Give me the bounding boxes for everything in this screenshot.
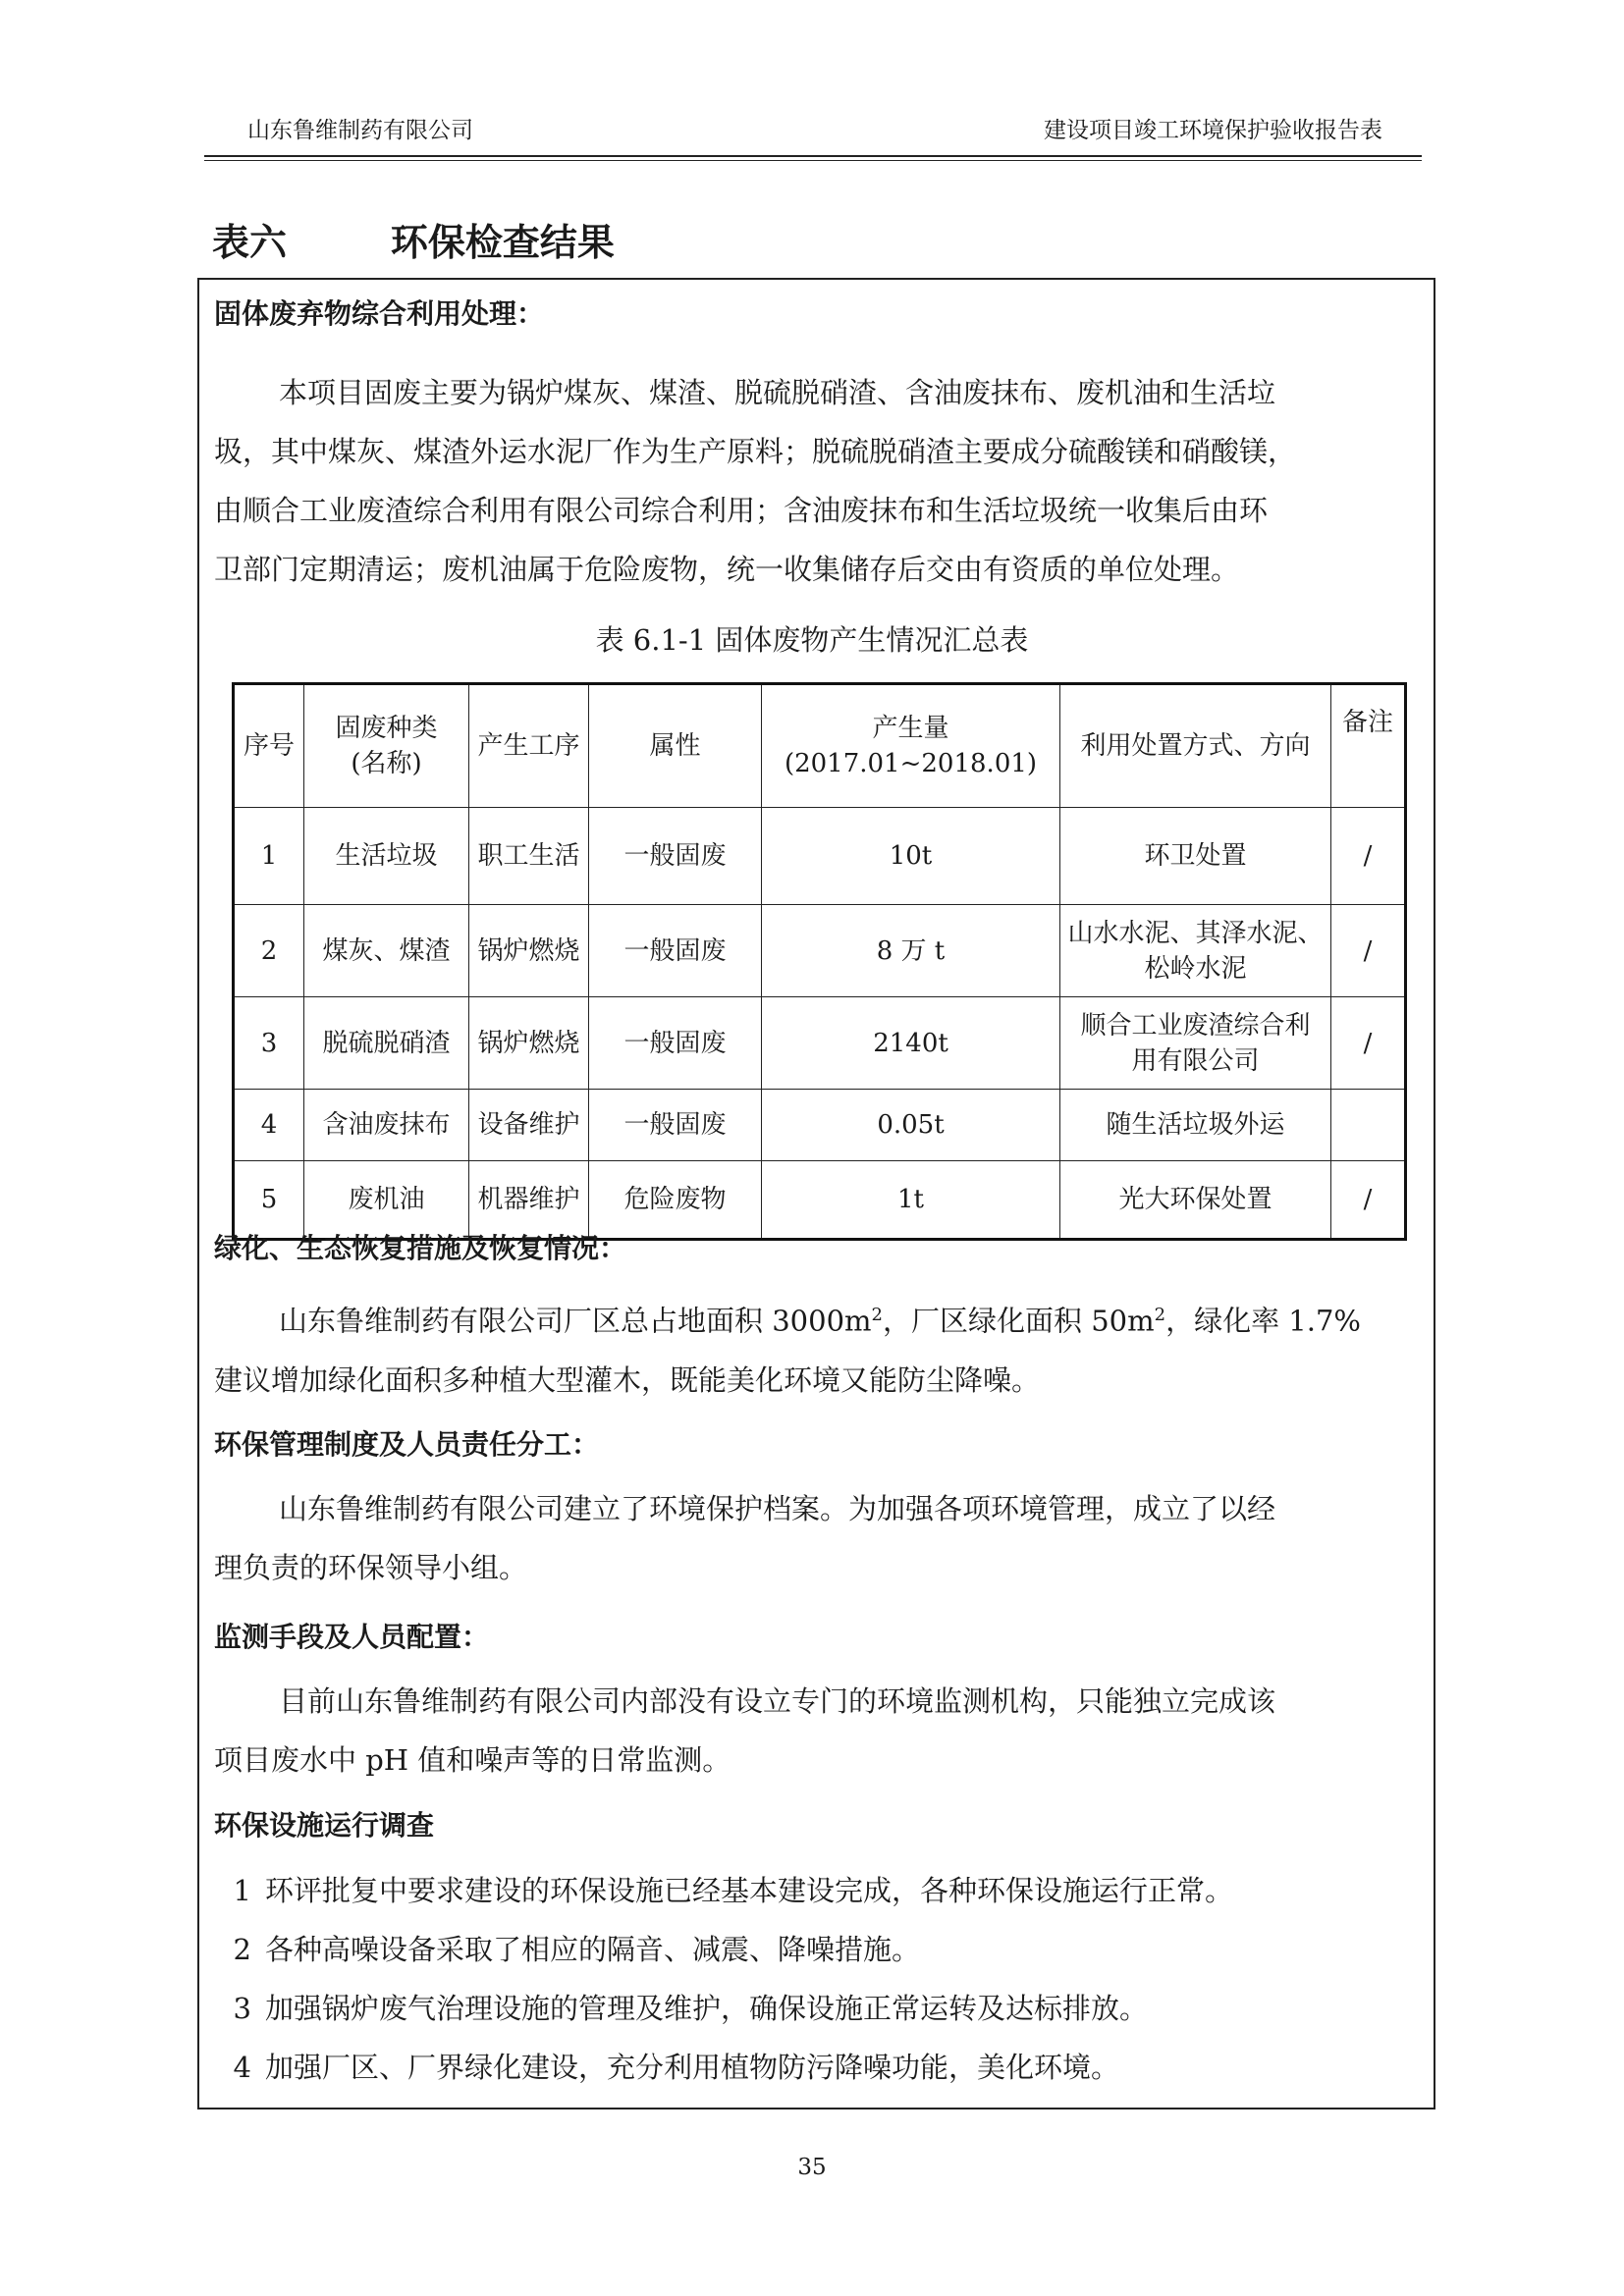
cell-disposal — [1060, 997, 1331, 1090]
header-type — [304, 684, 469, 808]
list-item-text: 环评批复中要求建设的环保设施已经基本建设完成，各种环保设施运行正常。 — [265, 1874, 1234, 1907]
monitoring-paragraph — [214, 1672, 1418, 1789]
cell-attr: 一般固废 — [589, 808, 762, 905]
cell-disposal-line2: 用有限公司 — [1131, 1045, 1260, 1076]
list-item — [214, 1979, 1233, 2038]
paragraph-line: 建议增加绿化面积多种植大型灌木，既能美化环境又能防尘降噪。 — [214, 1362, 1041, 1397]
cell-process: 锅炉燃烧 — [469, 905, 589, 997]
management-heading: 环保管理制度及人员责任分工： — [214, 1428, 600, 1461]
solid-waste-table — [232, 682, 1407, 1241]
table-row — [234, 1090, 1406, 1161]
cell-type: 生活垃圾 — [304, 808, 469, 905]
cell-disposal-line2: 松岭水泥 — [1144, 953, 1247, 984]
cell-amount: 1t — [762, 1161, 1060, 1240]
cell-seq: 3 — [234, 997, 304, 1090]
header-rule-thin — [204, 160, 1422, 161]
list-item — [214, 1861, 1233, 1920]
header-amount — [762, 684, 1060, 808]
cell-attr: 一般固废 — [589, 905, 762, 997]
cell-amount: 2140t — [762, 997, 1060, 1090]
paragraph-line: 本项目固废主要为锅炉煤灰、煤渣、脱硫脱硝渣、含油废抹布、废机油和生活垃 — [279, 376, 1276, 409]
superscript: 2 — [1154, 1305, 1166, 1325]
list-item-text: 加强锅炉废气治理设施的管理及维护，确保设施正常运转及达标排放。 — [265, 1992, 1149, 2025]
table-caption: 表 6.1-1 固体废物产生情况汇总表 — [595, 623, 1029, 657]
cell-remark: / — [1331, 808, 1406, 905]
solid-waste-heading: 固体废弃物综合利用处理： — [214, 297, 545, 330]
paragraph-line: 圾，其中煤灰、煤渣外运水泥厂作为生产原料；脱硫脱硝渣主要成分硫酸镁和硝酸镁， — [214, 435, 1297, 468]
cell-process: 设备维护 — [469, 1090, 589, 1161]
cell-seq: 5 — [234, 1161, 304, 1240]
facility-survey-heading: 环保设施运行调查 — [214, 1809, 435, 1842]
header-amount-line2: (2017.01~2018.01) — [784, 749, 1038, 778]
cell-seq: 4 — [234, 1090, 304, 1161]
paragraph-line: 项目废水中 pH 值和噪声等的日常监测。 — [214, 1743, 731, 1777]
cell-seq: 2 — [234, 905, 304, 997]
header-seq: 序号 — [234, 684, 304, 808]
paragraph-line — [214, 1286, 1418, 1351]
greening-text-b: ，厂区绿化面积 50m — [882, 1304, 1155, 1338]
header-company: 山东鲁维制药有限公司 — [247, 118, 473, 143]
table-header-row — [234, 684, 1406, 808]
paragraph-line: 理负责的环保领导小组。 — [214, 1551, 528, 1584]
cell-type: 废机油 — [304, 1161, 469, 1240]
monitoring-heading: 监测手段及人员配置： — [214, 1621, 490, 1653]
header-amount-line1: 产生量 — [872, 714, 949, 743]
list-item-text: 各种高噪设备采取了相应的隔音、减震、降噪措施。 — [265, 1933, 921, 1966]
cell-disposal-line1: 光大环保处置 — [1118, 1185, 1272, 1214]
cell-process: 机器维护 — [469, 1161, 589, 1240]
list-item-number: 3 — [233, 1992, 251, 2025]
list-item-number: 4 — [233, 2051, 251, 2084]
header-disposal: 利用处置方式、方向 — [1060, 684, 1331, 808]
cell-process: 职工生活 — [469, 808, 589, 905]
header-remark: 备注 — [1331, 684, 1406, 808]
cell-disposal-line1: 顺合工业废渣综合利 — [1080, 1010, 1311, 1041]
cell-disposal — [1060, 905, 1331, 997]
solid-waste-paragraph — [214, 363, 1418, 599]
cell-remark: / — [1331, 997, 1406, 1090]
page-title: 表六 环保检查结果 — [212, 221, 615, 264]
greening-text-c: ，绿化率 1.7% — [1165, 1304, 1361, 1338]
list-item — [214, 2038, 1233, 2097]
cell-disposal-line1: 随生活垃圾外运 — [1106, 1110, 1285, 1140]
superscript: 2 — [871, 1305, 883, 1325]
table-row — [234, 808, 1406, 905]
list-item-number: 1 — [233, 1874, 251, 1907]
table-row — [234, 997, 1406, 1090]
list-item-number: 2 — [233, 1933, 251, 1966]
cell-type: 煤灰、煤渣 — [304, 905, 469, 997]
cell-attr: 危险废物 — [589, 1161, 762, 1240]
greening-paragraph — [214, 1286, 1418, 1410]
cell-remark: / — [1331, 905, 1406, 997]
table-row — [234, 905, 1406, 997]
header-type-line2: (名称) — [351, 749, 422, 778]
cell-disposal — [1060, 1090, 1331, 1161]
paragraph-line: 山东鲁维制药有限公司建立了环境保护档案。为加强各项环境管理，成立了以经 — [279, 1492, 1276, 1525]
greening-heading: 绿化、生态恢复措施及恢复情况： — [214, 1232, 627, 1264]
cell-type: 脱硫脱硝渣 — [304, 997, 469, 1090]
cell-disposal — [1060, 1161, 1331, 1240]
cell-process: 锅炉燃烧 — [469, 997, 589, 1090]
cell-amount: 10t — [762, 808, 1060, 905]
header-report-title: 建设项目竣工环境保护验收报告表 — [1044, 118, 1382, 143]
cell-disposal — [1060, 808, 1331, 905]
header-attr: 属性 — [589, 684, 762, 808]
header-rule — [204, 155, 1422, 157]
greening-text-a: 山东鲁维制药有限公司厂区总占地面积 3000m — [279, 1304, 872, 1338]
cell-disposal-line1: 山水水泥、其泽水泥、 — [1067, 918, 1324, 948]
header-process: 产生工序 — [469, 684, 589, 808]
cell-amount: 0.05t — [762, 1090, 1060, 1161]
cell-disposal-line1: 环卫处置 — [1144, 841, 1247, 871]
header-type-line1: 固废种类 — [335, 714, 438, 743]
page-number: 35 — [797, 2155, 827, 2180]
list-item — [214, 1920, 1233, 1979]
cell-amount: 8 万 t — [762, 905, 1060, 997]
cell-remark — [1331, 1090, 1406, 1161]
cell-remark: / — [1331, 1161, 1406, 1240]
facility-survey-list — [214, 1861, 1233, 2097]
cell-attr: 一般固废 — [589, 997, 762, 1090]
cell-seq: 1 — [234, 808, 304, 905]
cell-type: 含油废抹布 — [304, 1090, 469, 1161]
cell-attr: 一般固废 — [589, 1090, 762, 1161]
list-item-text: 加强厂区、厂界绿化建设，充分利用植物防污降噪功能，美化环境。 — [265, 2051, 1120, 2084]
paragraph-line: 卫部门定期清运；废机油属于危险废物，统一收集储存后交由有资质的单位处理。 — [214, 553, 1240, 586]
paragraph-line: 由顺合工业废渣综合利用有限公司综合利用；含油废抹布和生活垃圾统一收集后由环 — [214, 494, 1269, 527]
management-paragraph — [214, 1479, 1418, 1597]
paragraph-line: 目前山东鲁维制药有限公司内部没有设立专门的环境监测机构，只能独立完成该 — [279, 1684, 1276, 1718]
